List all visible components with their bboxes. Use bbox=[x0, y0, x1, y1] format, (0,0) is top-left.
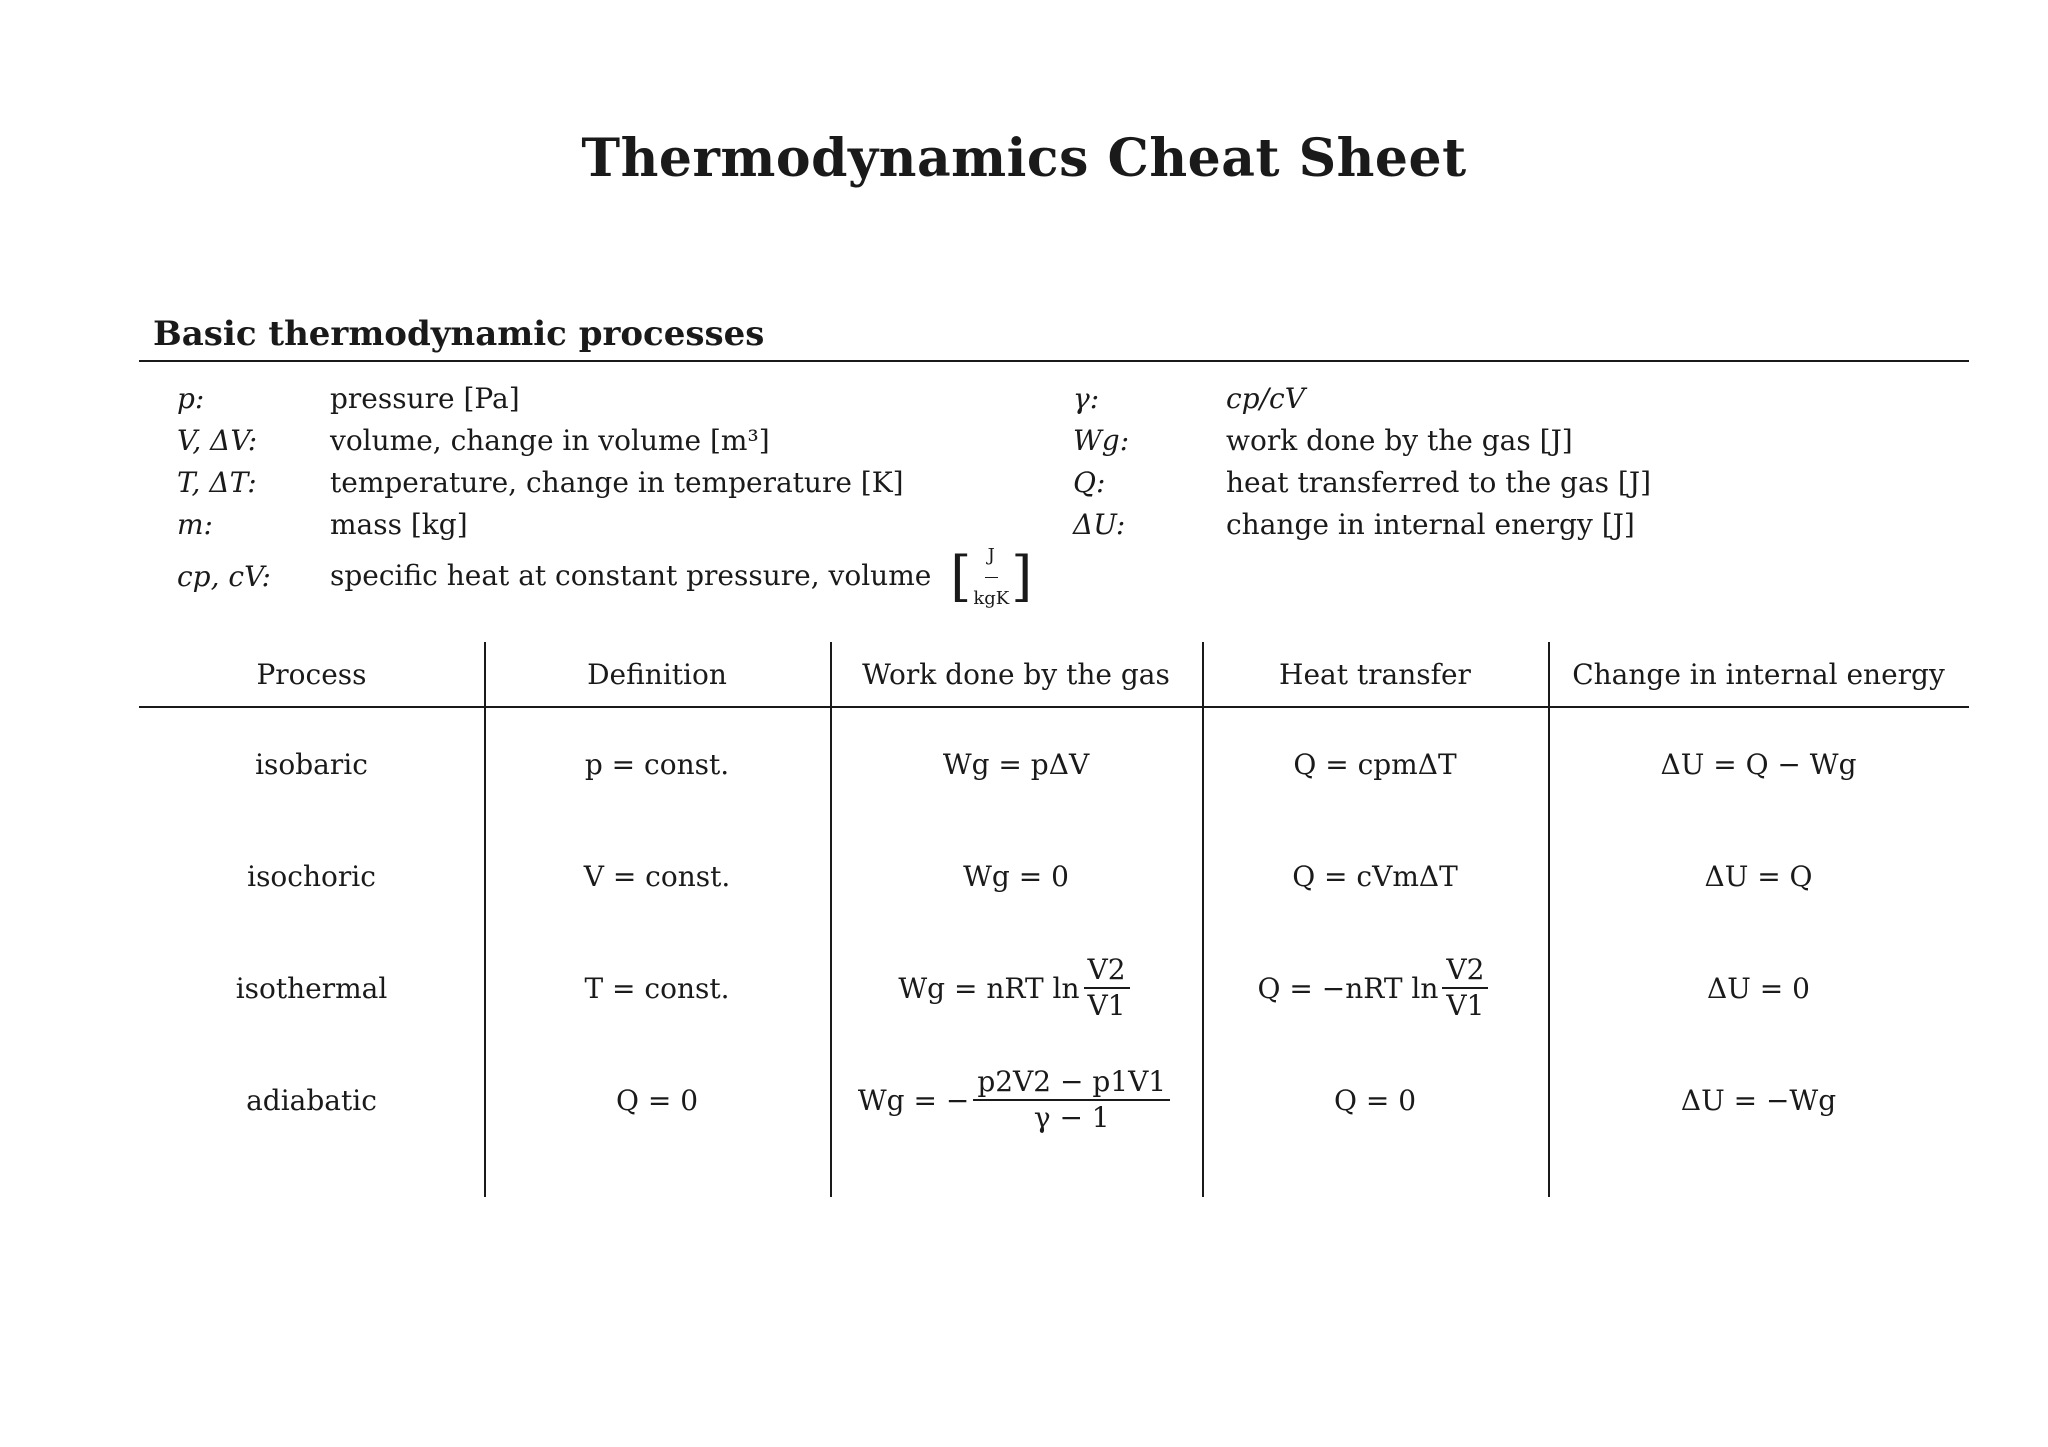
heat-cell bbox=[1202, 932, 1548, 1044]
definition-cell: Q = 0 bbox=[615, 1083, 699, 1117]
variable-description: pressure [Pa] bbox=[330, 382, 520, 415]
variable-symbol: T, ΔT: bbox=[177, 466, 257, 499]
work-cell bbox=[830, 932, 1202, 1044]
heat-cell: Q = 0 bbox=[1333, 1083, 1417, 1117]
variable-description: temperature, change in temperature [K] bbox=[330, 466, 904, 499]
variables-left bbox=[177, 378, 1033, 609]
work-cell: Wg = 0 bbox=[963, 859, 1069, 893]
process-cell: isothermal bbox=[235, 971, 388, 1005]
page-title: Thermodynamics Cheat Sheet bbox=[581, 128, 1467, 189]
internal-energy-cell: ΔU = Q − Wg bbox=[1660, 747, 1857, 781]
work-formula-prefix: Wg = nRT ln bbox=[898, 971, 1080, 1005]
definition-cell: T = const. bbox=[584, 971, 730, 1005]
column-header-heat: Heat transfer bbox=[1279, 657, 1471, 691]
variable-description: change in internal energy [J] bbox=[1226, 508, 1635, 541]
heat-cell: Q = cpmΔT bbox=[1293, 747, 1457, 781]
variable-symbol: γ: bbox=[1073, 382, 1100, 415]
internal-energy-cell: ΔU = 0 bbox=[1707, 971, 1810, 1005]
process-cell: isochoric bbox=[247, 859, 376, 893]
section-rule bbox=[139, 360, 1969, 362]
variable-symbol: p: bbox=[177, 382, 205, 415]
variable-symbol: Q: bbox=[1073, 466, 1106, 499]
fraction-denominator: γ − 1 bbox=[1033, 1101, 1110, 1134]
work-fraction bbox=[973, 1065, 1170, 1135]
table-header bbox=[139, 642, 1969, 706]
variable-row bbox=[1073, 462, 1651, 504]
process-cell: adiabatic bbox=[246, 1083, 377, 1117]
work-formula-prefix: Wg = − bbox=[857, 1083, 970, 1117]
fraction-denominator: V1 bbox=[1446, 989, 1485, 1022]
variable-row bbox=[177, 544, 1033, 609]
table-body bbox=[139, 708, 1969, 1156]
heat-fraction bbox=[1442, 953, 1488, 1023]
definition-cell: p = const. bbox=[584, 747, 730, 781]
variable-description: cp/cV bbox=[1226, 382, 1305, 415]
table-row bbox=[139, 1044, 1969, 1156]
internal-energy-cell: ΔU = −Wg bbox=[1680, 1083, 1837, 1117]
definition-cell: V = const. bbox=[583, 859, 731, 893]
variables-right bbox=[1073, 378, 1651, 546]
process-cell: isobaric bbox=[255, 747, 368, 781]
variable-symbol: m: bbox=[177, 508, 213, 541]
fraction-numerator: V2 bbox=[1084, 953, 1130, 989]
variable-symbol: V, ΔV: bbox=[177, 424, 258, 457]
variable-symbol: Wg: bbox=[1073, 424, 1130, 457]
table-row bbox=[139, 708, 1969, 820]
unit-numerator: J bbox=[985, 535, 998, 578]
column-header-definition: Definition bbox=[587, 657, 727, 691]
unit-fraction: [ J kgK ] bbox=[950, 535, 1032, 620]
variable-row bbox=[177, 462, 1032, 504]
work-cell bbox=[830, 1044, 1202, 1156]
variable-row bbox=[1073, 420, 1651, 462]
fraction-numerator: V2 bbox=[1442, 953, 1488, 989]
fraction-denominator: V1 bbox=[1087, 989, 1126, 1022]
variable-description: heat transferred to the gas [J] bbox=[1226, 466, 1652, 499]
fraction-numerator: p2V2 − p1V1 bbox=[973, 1065, 1170, 1101]
column-header-work: Work done by the gas bbox=[862, 657, 1170, 691]
work-cell: Wg = pΔV bbox=[942, 747, 1090, 781]
internal-energy-cell: ΔU = Q bbox=[1704, 859, 1813, 893]
work-fraction bbox=[1084, 953, 1130, 1023]
variable-symbol: cp, cV: bbox=[177, 560, 271, 593]
table-row bbox=[139, 820, 1969, 932]
variable-row bbox=[177, 420, 1032, 462]
table-row bbox=[139, 932, 1969, 1044]
variable-description bbox=[330, 535, 1032, 620]
variable-row bbox=[177, 378, 1032, 420]
variable-row bbox=[1073, 504, 1651, 546]
variable-description: mass [kg] bbox=[330, 508, 468, 541]
variable-description: volume, change in volume [m³] bbox=[330, 424, 770, 457]
heat-cell: Q = cVmΔT bbox=[1292, 859, 1458, 893]
column-header-process: Process bbox=[256, 657, 367, 691]
variable-symbol: ΔU: bbox=[1073, 508, 1126, 541]
section-title: Basic thermodynamic processes bbox=[153, 314, 765, 354]
heat-formula-prefix: Q = −nRT ln bbox=[1257, 971, 1439, 1005]
variable-description-text: specific heat at constant pressure, volume bbox=[330, 558, 932, 592]
column-header-internal-energy: Change in internal energy bbox=[1572, 657, 1945, 691]
unit-denominator: kgK bbox=[973, 587, 1010, 609]
variable-description: work done by the gas [J] bbox=[1226, 424, 1573, 457]
variable-row bbox=[1073, 378, 1651, 420]
